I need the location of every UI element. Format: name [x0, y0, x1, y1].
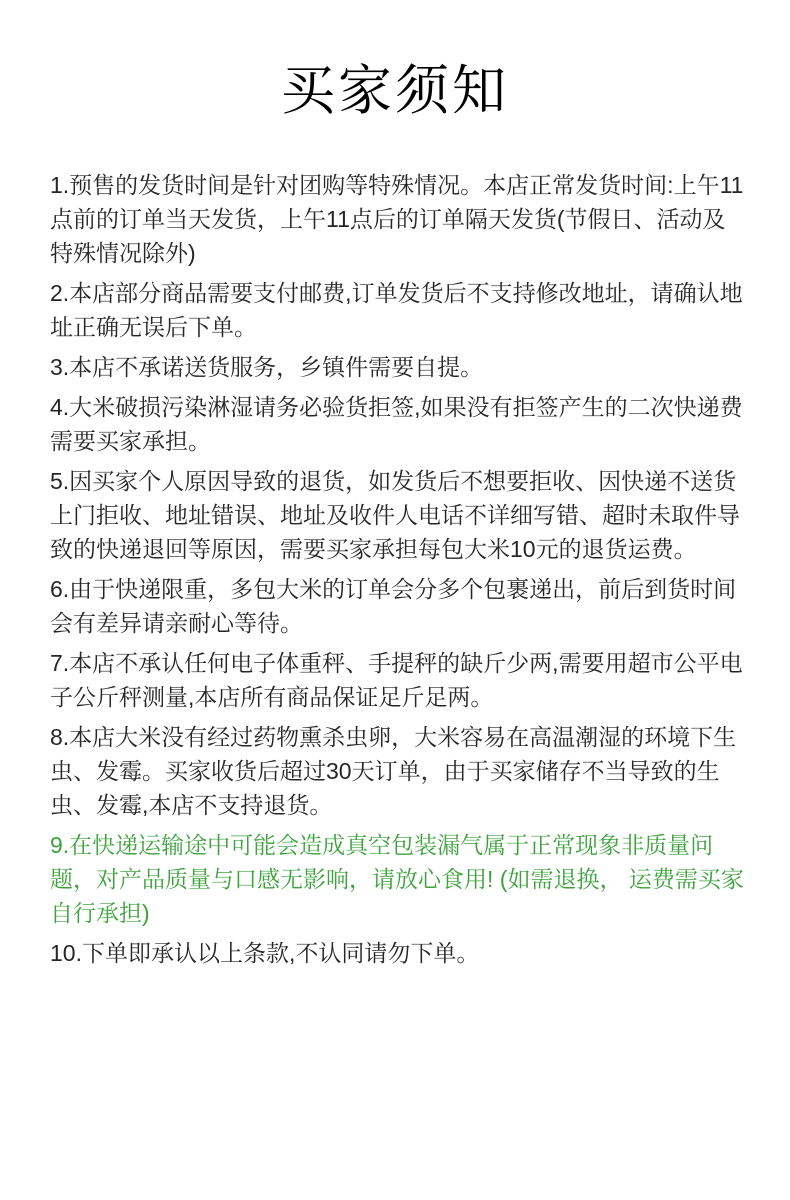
notice-item-5: 5.因买家个人原因导致的退货，如发货后不想要拒收、因快递不送货上门拒收、地址错误、地址及收件人电话不详细写错、超时未取件导致的快递退回等原因，需要买家承担每包大米10元的退货运费。: [50, 468, 740, 562]
notice-item-8: 8.本店大米没有经过药物熏杀虫卵，大米容易在高温潮湿的环境下生虫、发霉。买家收货后超过30天订单，由于买家储存不当导致的生虫、发霉,本店不支持退货。: [50, 724, 737, 818]
notice-item-9: 9.在快递运输途中可能会造成真空包装漏气属于正常现象非质量问题，对产品质量与口感无影响，请放心食用! (如需退换， 运费需买家自行承担): [50, 832, 744, 926]
notice-item-7: 7.本店不承认任何电子体重秤、手提秤的缺斤少两,需要用超市公平电子公斤秤测量,本店所有商品保证足斤足两。: [50, 650, 743, 710]
page-title: 买家须知: [281, 61, 509, 121]
notice-item-3: 3.本店不承诺送货服务，乡镇件需要自提。: [50, 354, 484, 380]
notice-item-4: 4.大米破损污染淋湿请务必验货拒签,如果没有拒签产生的二次快递费需要买家承担。: [50, 394, 743, 454]
notice-item-1: 1.预售的发货时间是针对团购等特殊情况。本店正常发货时间:上午11点前的订单当天发货，上午11点后的订单隔天发货(节假日、活动及特殊情况除外): [50, 172, 744, 266]
notice-item-10: 10.下单即承认以上条款,不认同请勿下单。: [50, 940, 480, 966]
notice-item-2: 2.本店部分商品需要支付邮费,订单发货后不支持修改地址，请确认地址正确无误后下单。: [50, 280, 743, 340]
notice-list: [0, 122, 790, 970]
notice-item-6: 6.由于快递限重，多包大米的订单会分多个包裹递出，前后到货时间会有差异请亲耐心等待。: [50, 576, 737, 636]
